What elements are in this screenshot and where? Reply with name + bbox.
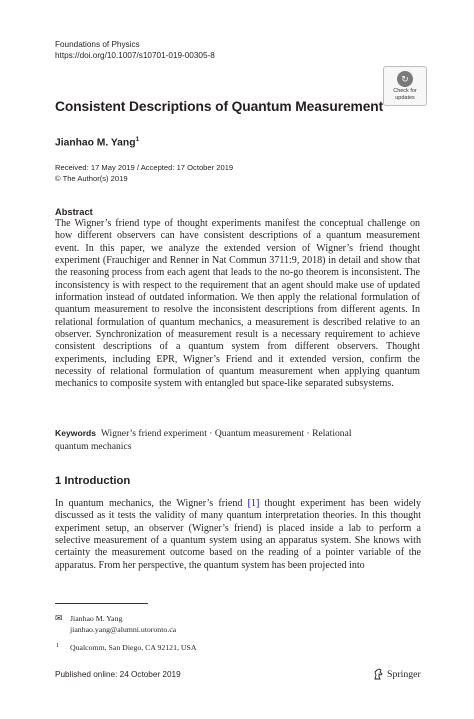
paper-title: Consistent Descriptions of Quantum Measurement [55,99,384,114]
publication-dates [55,162,233,184]
keywords [55,427,385,453]
intro-text-rest: thought experiment has been widely discussed as it tests the validity of many quantum interpretation theories. In this thought experiment setup, an observer (Wigner’s friend) is placed inside a lab to perform a selective measurement of a quantum system using an apparatus system. She knows with certainty the measurement outcome based on the reading of a pointer variable of the apparatus. From her perspective, the quantum system has been projected into [55,498,421,571]
check-updates-line2: updates [395,94,415,101]
affiliation: Qualcomm, San Diego, CA 92121, USA [70,643,197,652]
citation-link[interactable]: [1] [247,498,260,509]
doi-link[interactable]: https://doi.org/10.1007/s10701-019-00305-8 [55,51,215,60]
affiliation-mark: 1 [56,642,60,649]
envelope-icon: ✉ [55,613,63,623]
journal-name: Foundations of Physics [55,40,140,49]
keywords-label: Keywords [55,428,97,438]
author-line [55,136,139,148]
journal-header [55,39,215,61]
author-affiliation-mark: 1 [135,136,140,143]
check-updates-icon: ↻ [397,71,413,87]
abstract-text: The Wigner’s friend type of thought experiments manifest the conceptual challenge on how different observers can have consistent descriptions of a quantum measurement event. In this paper, we analyze the extended version of Wigner’s friend thought experiment (Frauchiger and Renner in Nat Commun 3711:9, 2018) in detail and show that the reasoning process from each agent that leads to the no-go theorem is inconsistent. The inconsistency is with respect to the requirement that an agent should make use of updated information instead of outdated information. We then apply the relational formulation of quantum measurement to resolve the inconsistent descriptions from different agents. In relational formulation of quantum mechanics, a measurement is described relative to an observer. Synchronization of measurement result is a necessary requirement to achieve consistent descriptions of a quantum system from different observers. Thought experiments, including EPR, Wigner’s Friend and it extended version, confirm the necessity of relational formulation of quantum measurement when applying quantum mechanics to composite system with entangled but space-like separated subsystems. [55,218,420,390]
published-online: Published online: 24 October 2019 [55,670,181,679]
publisher-logo [373,668,421,680]
footnote-divider [55,603,148,604]
author-name: Jianhao M. Yang [55,137,136,149]
check-updates-line1: Check for [393,88,417,94]
springer-horse-icon [373,668,384,680]
introduction-paragraph [55,498,421,572]
intro-text-start: In quantum mechanics, the Wigner’s friend [55,498,248,509]
section-heading-introduction: 1 Introduction [55,475,131,487]
contact-name: Jianhao M. Yang [70,614,123,623]
received-accepted: Received: 17 May 2019 / Accepted: 17 October 2019 [55,163,234,172]
check-for-updates-badge[interactable] [383,66,427,106]
keywords-list: Wigner’s friend experiment · Quantum measurement · Relational quantum mechanics [55,428,352,452]
publisher-name: Springer [387,668,421,680]
copyright: © The Author(s) 2019 [55,174,128,183]
abstract-heading: Abstract [55,207,93,217]
corresponding-author [70,613,176,635]
contact-email[interactable]: jianhao.yang@alumni.utoronto.ca [70,625,177,634]
